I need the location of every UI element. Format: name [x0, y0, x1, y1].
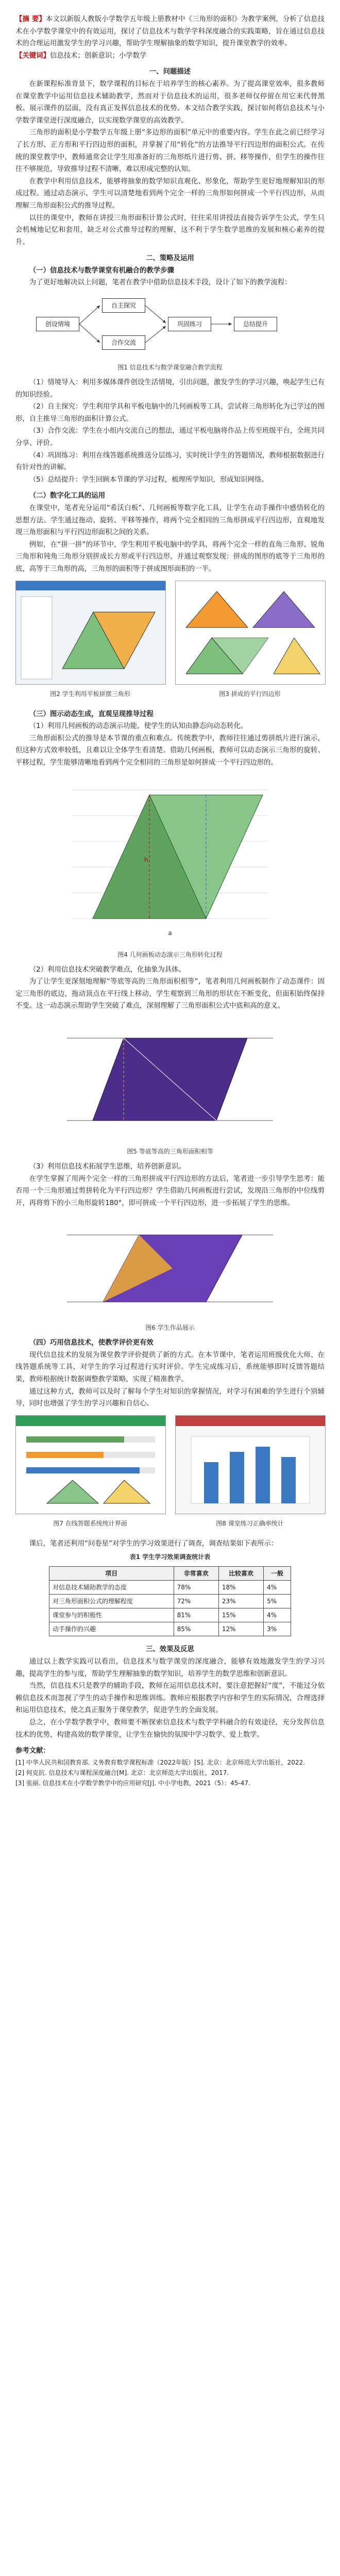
paragraph: 为了更好地解决以上问题，笔者在教学中借助信息技术手段，设计了如下的教学流程：: [29, 279, 292, 287]
paragraph: （4）巩固练习：利用在线答题系统推送分层练习，实时统计学生的答题情况，教师根据数据进行有针对性的讲解。: [15, 451, 325, 472]
references-title: 参考文献：: [15, 1747, 50, 1755]
accuracy-screenshot: [175, 1415, 326, 1514]
table-cell: 81%: [174, 1608, 218, 1622]
reference-item: [1] 中华人民共和国教育部. 义务教育数学课程标准（2022年版）[S]. 北京：北京师范大学出版社，2022.: [15, 1758, 305, 1766]
paragraph: 三角形面积公式的推导是本节课的重点和难点。传统教学中，教师往往通过剪拼纸片进行演示，但这种方式效率较低，且难以让全体学生看清楚。借助几何画板，教师可以动态演示三角形的旋转、平移过程，学生能够清晰地看到两个完全相同的三角形是如何拼成一个平行四边形的。: [15, 734, 325, 767]
figure: [15, 581, 165, 703]
paragraph: （2）利用信息技术突破教学难点，化抽象为具体。: [29, 965, 185, 974]
abstract-text: 本文以新版人教版小学数学五年级上册教材中《三角形的面积》为教学案例，分析了信息技术在小学数学课堂中的有效运用，探讨了信息技术与数学学科深度融合的实践策略，旨在通过信息技术的合理运用激发学生的学习兴趣，帮助学生理解抽象的数学知识，提升课堂教学的效率。: [15, 15, 325, 48]
figure-caption: 图7 在线答题系统统计界面: [53, 1519, 127, 1527]
keywords-label: 【关键词】: [15, 52, 50, 60]
table-cell: 4%: [264, 1608, 291, 1622]
flow-box: 创设情境: [36, 317, 79, 331]
paragraph: 例如，在“拼一拼”的环节中，学生利用平板电脑中的学具，将两个完全一样的直角三角形、锐角三角形和钝角三角形分别拼成长方形或平行四边形，并通过观察发现：拼成的图形的底等于三角形的底，高等于三角形的高，三角形的面积等于拼成图形面积的一半。: [15, 540, 325, 573]
table-row: [49, 1608, 291, 1622]
table-cell: 15%: [218, 1608, 263, 1622]
figure-caption: 图4 几何画板动态演示三角形转化过程: [117, 951, 223, 958]
section-heading-1: 一、问题描述: [149, 68, 191, 76]
flow-box: 总结提升: [234, 317, 277, 331]
table-cell: 78%: [174, 1581, 218, 1595]
quiz-system-screenshot: [15, 1415, 166, 1514]
paragraph: 当然，信息技术只是教学的辅助手段，教师在运用信息技术时，要注意把握好“度”，不能过分依赖信息技术而忽视了学生的动手操作和思维训练。教师应根据教学内容和学生的实际情况，合理选择和运用信息技术，使之真正服务于课堂教学，促进学生的全面发展。: [15, 1682, 325, 1715]
paragraph: （1）利用几何画板的动态演示功能，使学生的认知由静态向动态转化。: [29, 722, 248, 731]
flow-box: 自主探究: [102, 298, 145, 313]
abstract: [15, 13, 325, 50]
table-cell: 课堂参与的积极性: [49, 1608, 174, 1622]
section-heading-2: 二、策略及运用: [146, 255, 194, 263]
triangles-image: [175, 581, 326, 685]
table-cell: 72%: [174, 1595, 218, 1608]
figure-caption: 图8 课堂练习正确率统计: [216, 1519, 284, 1527]
tablet-screenshot-image: [15, 581, 166, 685]
table-header: 非常喜欢: [174, 1567, 218, 1581]
paragraph: 以往的课堂中，教师在讲授三角形面积计算公式时，往往采用讲授法直接告诉学生公式，学生只会机械地记忆和套用，缺乏对公式推导过程的理解，这不利于学生数学思维的发展和核心素养的提升。: [15, 214, 325, 246]
reference-item: [3] 张丽. 信息技术在小学数学教学中的应用研究[J]. 中小学电教，2021（5）：45-47.: [15, 1779, 250, 1787]
geometry-figure-green: [62, 774, 278, 944]
figure: [175, 1415, 325, 1533]
table-cell: 4%: [264, 1581, 291, 1595]
paragraph: （2）自主探究：学生利用学具和平板电脑中的几何画板等工具，尝试将三角形转化为已学过的图形，自主推导三角形的面积计算公式。: [15, 403, 325, 423]
section-heading-3: 三、效果及反思: [146, 1646, 194, 1654]
figure-caption: 图1 信息技术与数学课堂融合教学流程: [117, 364, 223, 371]
table-cell: 3%: [264, 1622, 291, 1636]
paragraph: 通过以上教学实践可以看出，信息技术与数学课堂的深度融合，能够有效地激发学生的学习兴趣，提高学生的参与度，帮助学生理解抽象的数学知识，培养学生的数学思维和创新意识。: [15, 1658, 325, 1678]
table-header: 项目: [49, 1567, 174, 1581]
table-cell: 23%: [218, 1595, 263, 1608]
paragraph: 三角形的面积是小学数学五年级上册“多边形的面积”单元中的重要内容。学生在此之前已经学习了长方形、正方形和平行四边形的面积，并掌握了用“转化”的方法推导平行四边形的面积公式。在传统的课堂教学中，教师通常会让学生用准备好的三角形纸片进行剪、拼、移等操作，但学生的操作往往不够规范，导致推导过程不清晰，难以形成完整的认知。: [15, 129, 325, 174]
figure-caption: 图6 学生作品展示: [145, 1324, 195, 1332]
subsection-heading: （四）巧用信息技术，使教学评价更有效: [29, 1339, 154, 1347]
paragraph: （3）合作交流：学生在小组内交流自己的想法，通过平板电脑将作品上传至班级平台，全班共同分享、评价。: [15, 427, 325, 448]
paragraph: （1）情境导入：利用多媒体课件创设生活情境，引出问题，激发学生的学习兴趣，唤起学生已有的知识经验。: [15, 379, 325, 399]
paragraph: 现代信息技术的发展为课堂教学评价提供了新的方式。在本节课中，笔者运用班级优化大师、在线答题系统等工具，对学生的学习过程进行实时评价。学生完成练习后，系统能够即时反馈答题结果，教师根据统计数据调整教学策略，实现了精准教学。: [15, 1351, 325, 1384]
table-cell: 12%: [218, 1622, 263, 1636]
paragraph: 课后，笔者还利用“问卷星”对学生的学习效果进行了调查，调查结果如下表所示：: [29, 1539, 278, 1548]
table-header: 比较喜欢: [218, 1567, 263, 1581]
table-row: [49, 1622, 291, 1636]
paragraph: 在课堂中，笔者充分运用“希沃白板”、几何画板等数字化工具，让学生在动手操作中感悟转化的思想方法。学生通过拖动、旋转、平移等操作，将两个完全相同的三角形拼成平行四边形，直观地发现三角形面积与平行四边形面积之间的关系。: [15, 504, 325, 537]
table-cell: 对三角形面积公式的理解程度: [49, 1595, 174, 1608]
abstract-label: 【摘 要】: [15, 15, 46, 23]
flow-arrows: [15, 294, 325, 357]
subsection-heading: （二）数字化工具的运用: [29, 492, 106, 500]
table-header: 一般: [264, 1567, 291, 1581]
table-row: [49, 1595, 291, 1608]
keywords-text: 信息技术；创新意识；小学数学: [49, 52, 147, 60]
figure-caption: 图5 等底等高的三角形面积相等: [127, 1147, 213, 1155]
table-cell: 动手操作的兴趣: [49, 1622, 174, 1636]
article: [15, 0, 325, 1788]
geometry-figure-parallel: [62, 1214, 278, 1317]
svg-text:a: a: [168, 929, 172, 937]
keywords: [15, 50, 325, 62]
flow-box: 巩固练习: [168, 317, 211, 331]
figure-caption: 图3 拼成的平行四边形: [219, 690, 281, 698]
paragraph: 在新课程标准背景下，数学课程的目标在于培养学生的核心素养。为了提高课堂效率，很多教师在课堂教学中运用信息技术辅助教学，然而对于信息技术的运用，很多老师仅停留在用它来代替黑板、展示课件的层面，没有真正发挥信息技术的优势。本文结合教学实践，探讨如何将信息技术与小学数学课堂进行深度融合，以实现数学课堂的高效教学。: [15, 80, 325, 125]
figure-row: [15, 581, 325, 703]
table-row: [49, 1581, 291, 1595]
subsection-heading: （三）图示动态生成，直观呈现推导过程: [29, 710, 154, 718]
flow-box: 合作交流: [102, 335, 145, 350]
table-caption: 表1 学生学习效果调查统计表: [129, 1553, 211, 1561]
paragraph: （5）总结提升：学生回顾本节课的学习过程，梳理所学知识，形成知识网络。: [29, 476, 268, 484]
table-cell: 85%: [174, 1622, 218, 1636]
figure: [175, 581, 325, 703]
svg-text:h: h: [144, 856, 148, 863]
paragraph: 通过这种方式，教师可以及时了解每个学生对知识的掌握情况，对学习有困难的学生进行个别辅导，同时也增强了学生的学习兴趣和自信心。: [15, 1387, 325, 1408]
table-cell: 5%: [264, 1595, 291, 1608]
figure-caption: 图2 学生利用平板拼摆三角形: [50, 690, 130, 698]
figure: [15, 1415, 165, 1533]
subsection-heading: （一）信息技术与数学课堂有机融合的教学步骤: [29, 266, 174, 275]
flow-chart: [15, 294, 325, 357]
paragraph: 为了让学生更深刻地理解“等底等高的三角形面积相等”，笔者利用几何画板制作了动态课件：固定三角形的底边，拖动顶点在平行线上移动，学生观察到三角形的形状在不断变化，但面积始终保持不变。这一动态演示帮助学生突破了难点，深刻理解了三角形面积公式中底和高的意义。: [15, 978, 325, 1010]
reference-item: [2] 何克抗. 信息技术与课程深度融合[M]. 北京：北京师范大学出版社，2017.: [15, 1769, 229, 1776]
survey-table: [49, 1566, 291, 1636]
figure-row: [15, 1415, 325, 1533]
paragraph: 在教学中利用信息技术，能够将抽象的数学知识直观化、形象化，帮助学生更好地理解知识的形成过程。通过动态演示，学生可以清楚地看到两个完全一样的三角形如何拼成一个平行四边形，从而理解三角形面积公式的推导过程。: [15, 177, 325, 210]
table-cell: 对信息技术辅助教学的态度: [49, 1581, 174, 1595]
geometry-figure-purple: [62, 1018, 278, 1141]
paragraph: （3）利用信息技术拓展学生思维，培养创新意识。: [29, 1162, 185, 1171]
table-cell: 18%: [218, 1581, 263, 1595]
paragraph: 总之，在小学数学教学中，教师要不断探索信息技术与数学学科融合的有效途径，充分发挥信息技术的优势，构建高效的数学课堂，让学生在愉快的氛围中学习数学、爱上数学。: [15, 1719, 325, 1739]
paragraph: 在学生掌握了用两个完全一样的三角形拼成平行四边形的方法后，笔者进一步引导学生思考：能否用一个三角形通过剪拼转化为平行四边形？学生借助几何画板进行尝试，发现沿三角形的中位线剪开，再将剪下的小三角形旋转180°，即可拼成一个平行四边形，进一步拓展了学生的思维。: [15, 1175, 325, 1207]
